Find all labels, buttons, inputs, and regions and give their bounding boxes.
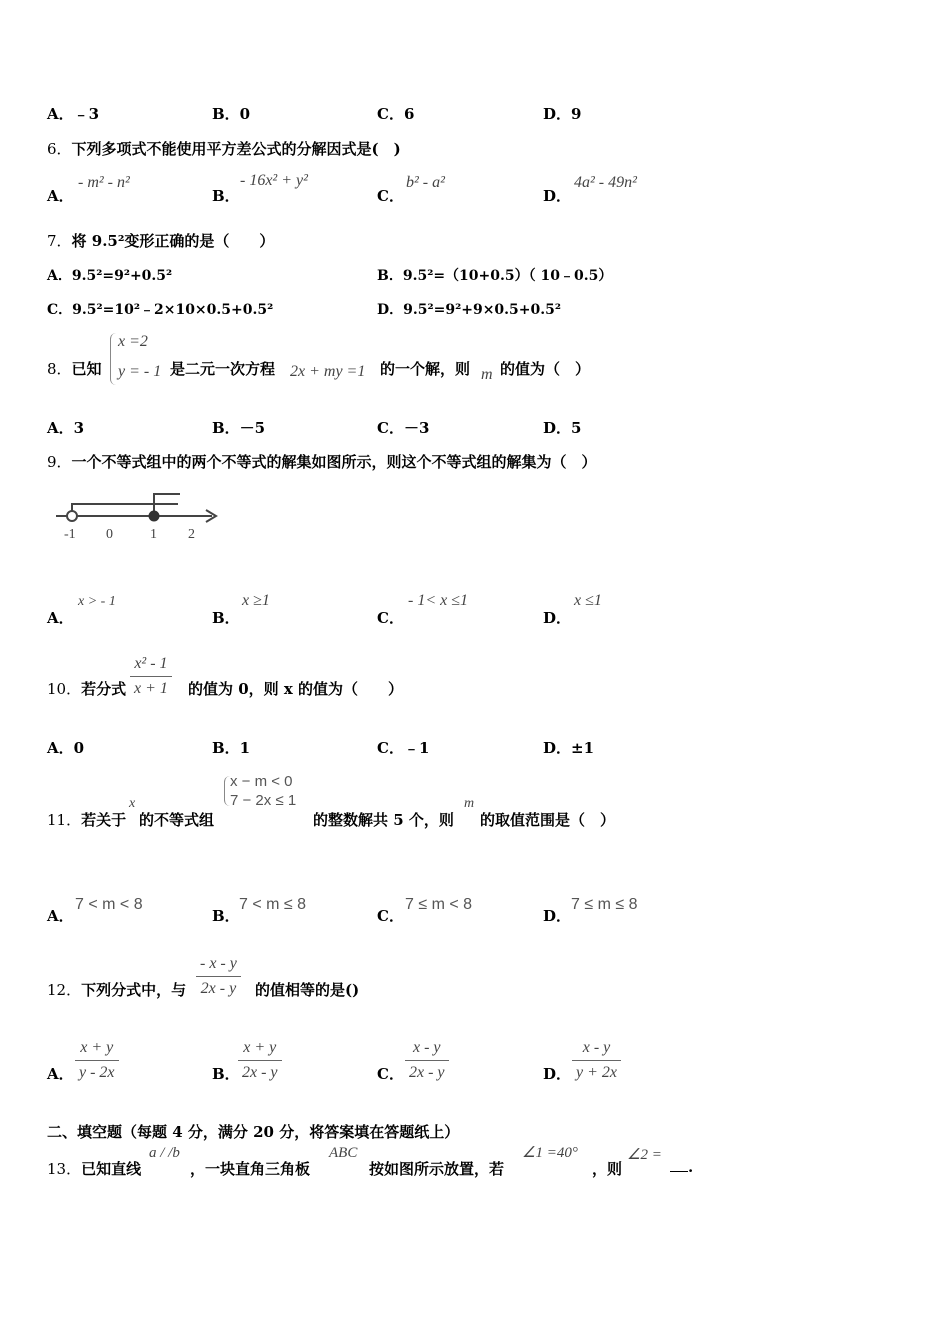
q7-option-c: C．9.5²=10²﹣2×10×0.5+0.5² — [47, 302, 274, 318]
solution-ray-left — [72, 504, 178, 516]
q13-stem-mid: ，一块直角三角板 — [190, 1160, 311, 1178]
fraction-numerator: - x - y — [196, 955, 241, 977]
q9-option-c-label: C． — [377, 609, 404, 627]
q5-option-b: B．0 — [212, 105, 251, 123]
q13-answer-blank: . — [670, 1158, 693, 1176]
question-number: 7． — [47, 232, 72, 250]
q9-option-c-math: - 1< x ≤1 — [408, 592, 469, 609]
number-line-figure — [50, 488, 230, 550]
fraction-numerator: x + y — [238, 1039, 282, 1061]
q7-option-a: A．9.5²=9²+0.5² — [47, 268, 173, 284]
q6-option-a-math: - m² - n² — [78, 174, 130, 191]
answer-blank — [670, 1171, 688, 1172]
question-8-number: 8．已知 — [47, 360, 102, 378]
section-heading: 二、填空题（每题 4 分，满分 20 分，将答案填在答题纸上） — [47, 1123, 460, 1141]
question-13-pre: 13．已知直线 — [47, 1160, 142, 1178]
q11-var-m: m — [464, 796, 475, 811]
q6-option-b-label: B． — [212, 187, 240, 205]
q8-system-line-2: y = - 1 — [118, 363, 162, 380]
q10-option-c: C．﹣1 — [377, 739, 430, 757]
q12-stem-post: 的值相等的是() — [255, 981, 360, 999]
fraction-denominator: 2x - y — [242, 1064, 278, 1081]
tick-label: -1 — [64, 527, 76, 542]
fraction-numerator: x + y — [75, 1039, 119, 1061]
q11-option-a-label: A． — [47, 907, 74, 925]
q13-angle-2: ∠2 = — [627, 1147, 662, 1163]
q13-parallel-lines: a / /b — [149, 1145, 180, 1161]
q9-option-b-label: B． — [212, 609, 240, 627]
q7-option-d: D．9.5²=9²+9×0.5+0.5² — [377, 302, 562, 318]
q5-option-d: D．9 — [543, 105, 582, 123]
tick-label: 0 — [106, 527, 113, 542]
fraction-numerator: x² - 1 — [130, 655, 172, 677]
q5-option-c: C．6 — [377, 105, 415, 123]
tick-label: 1 — [150, 527, 157, 542]
q9-option-b-math: x ≥1 — [242, 592, 270, 609]
q6-option-d-math: 4a² - 49n² — [574, 174, 637, 191]
q7-option-b: B．9.5²=（10+0.5）（ 10﹣0.5） — [377, 268, 613, 284]
q6-option-c-label: C． — [377, 187, 404, 205]
q10-option-b: B．1 — [212, 739, 251, 757]
q13-stem-mid3: ，则 — [592, 1160, 623, 1178]
q11-var-x: x — [129, 796, 136, 811]
q8-stem-post: 的一个解，则 — [380, 360, 471, 378]
question-9: 9．一个不等式组中的两个不等式的解集如图所示，则这个不等式组的解集为（ ） — [47, 453, 597, 471]
q11-system-line-2: 7 − 2x ≤ 1 — [230, 792, 297, 809]
question-12-pre: 12．下列分式中，与 — [47, 981, 187, 999]
q11-option-b-math: 7 < m ≤ 8 — [239, 896, 307, 913]
q9-option-a-label: A． — [47, 609, 74, 627]
q11-stem-post: 的整数解共 5 个，则 — [313, 811, 454, 829]
q11-option-c-math: 7 ≤ m < 8 — [405, 896, 473, 913]
question-10-pre: 10．若分式 — [47, 680, 127, 698]
q6-option-c-math: b² - a² — [406, 174, 445, 191]
question-number: 6． — [47, 140, 72, 158]
question-6 — [47, 138, 401, 159]
question-11-pre: 11．若关于 — [47, 811, 127, 829]
q9-option-a-math: x > - 1 — [78, 594, 116, 609]
fraction-denominator: y + 2x — [576, 1064, 617, 1081]
q10-option-a: A．0 — [47, 739, 85, 757]
q13-triangle: ABC — [329, 1145, 358, 1161]
q9-option-d-label: D． — [543, 609, 572, 627]
question-7 — [47, 230, 274, 251]
q11-option-b-label: B． — [212, 907, 240, 925]
q8-option-a: A．3 — [47, 419, 85, 437]
q13-stem-mid2: 按如图所示放置，若 — [369, 1160, 505, 1178]
q8-option-d: D．5 — [543, 419, 582, 437]
q12-option-b-fraction — [238, 1039, 282, 1082]
q11-option-a-math: 7 < m < 8 — [75, 896, 143, 913]
fraction-numerator: x - y — [405, 1039, 449, 1061]
q12-fraction — [196, 955, 241, 998]
q10-fraction — [130, 655, 172, 698]
q8-equation: 2x + my =1 — [290, 363, 366, 380]
q12-option-b-label: B． — [212, 1065, 240, 1083]
q11-option-c-label: C． — [377, 907, 404, 925]
fraction-denominator: 2x - y — [409, 1064, 445, 1081]
tick-label: 2 — [188, 527, 195, 542]
q12-option-a-fraction — [75, 1039, 119, 1082]
q9-option-d-math: x ≤1 — [574, 592, 602, 609]
q10-stem-post: 的值为 0，则 x 的值为（ ） — [188, 680, 404, 698]
q12-option-d-label: D． — [543, 1065, 572, 1083]
q11-option-d-math: 7 ≤ m ≤ 8 — [571, 896, 638, 913]
q6-option-b-math: - 16x² + y² — [240, 172, 308, 189]
question-stem: 将 9.5²变形正确的是（ ） — [71, 232, 275, 250]
fraction-denominator: 2x - y — [200, 980, 237, 997]
q12-option-c-fraction — [405, 1039, 449, 1082]
fraction-denominator: y - 2x — [79, 1064, 115, 1081]
q5-option-a: A．﹣3 — [47, 105, 100, 123]
q8-variable: m — [481, 366, 493, 383]
q8-stem-end: 的值为（ ） — [500, 360, 591, 378]
q6-option-a-label: A． — [47, 187, 74, 205]
q6-option-d-label: D． — [543, 187, 572, 205]
q8-option-c: C．－3 — [377, 419, 430, 437]
q11-system-line-1: x − m < 0 — [230, 773, 293, 790]
q11-stem-mid: 的不等式组 — [139, 811, 215, 829]
q10-option-d: D．±1 — [543, 739, 595, 757]
q12-option-d-fraction — [572, 1039, 621, 1082]
open-dot-icon — [67, 511, 77, 521]
question-stem: 下列多项式不能使用平方差公式的分解因式是( ) — [71, 140, 401, 158]
q12-option-c-label: C． — [377, 1065, 404, 1083]
q13-angle-1: ∠1 =40° — [522, 1145, 578, 1161]
fraction-numerator: x - y — [572, 1039, 621, 1061]
fraction-denominator: x + 1 — [134, 680, 168, 697]
q8-system-line-1: x =2 — [118, 333, 148, 350]
q12-option-a-label: A． — [47, 1065, 74, 1083]
closed-dot-icon — [149, 511, 159, 521]
system-brace — [110, 333, 117, 385]
q11-option-d-label: D． — [543, 907, 572, 925]
q8-stem-mid: 是二元一次方程 — [170, 360, 276, 378]
q11-stem-end: 的取值范围是（ ） — [480, 811, 616, 829]
q8-option-b: B．－5 — [212, 419, 266, 437]
